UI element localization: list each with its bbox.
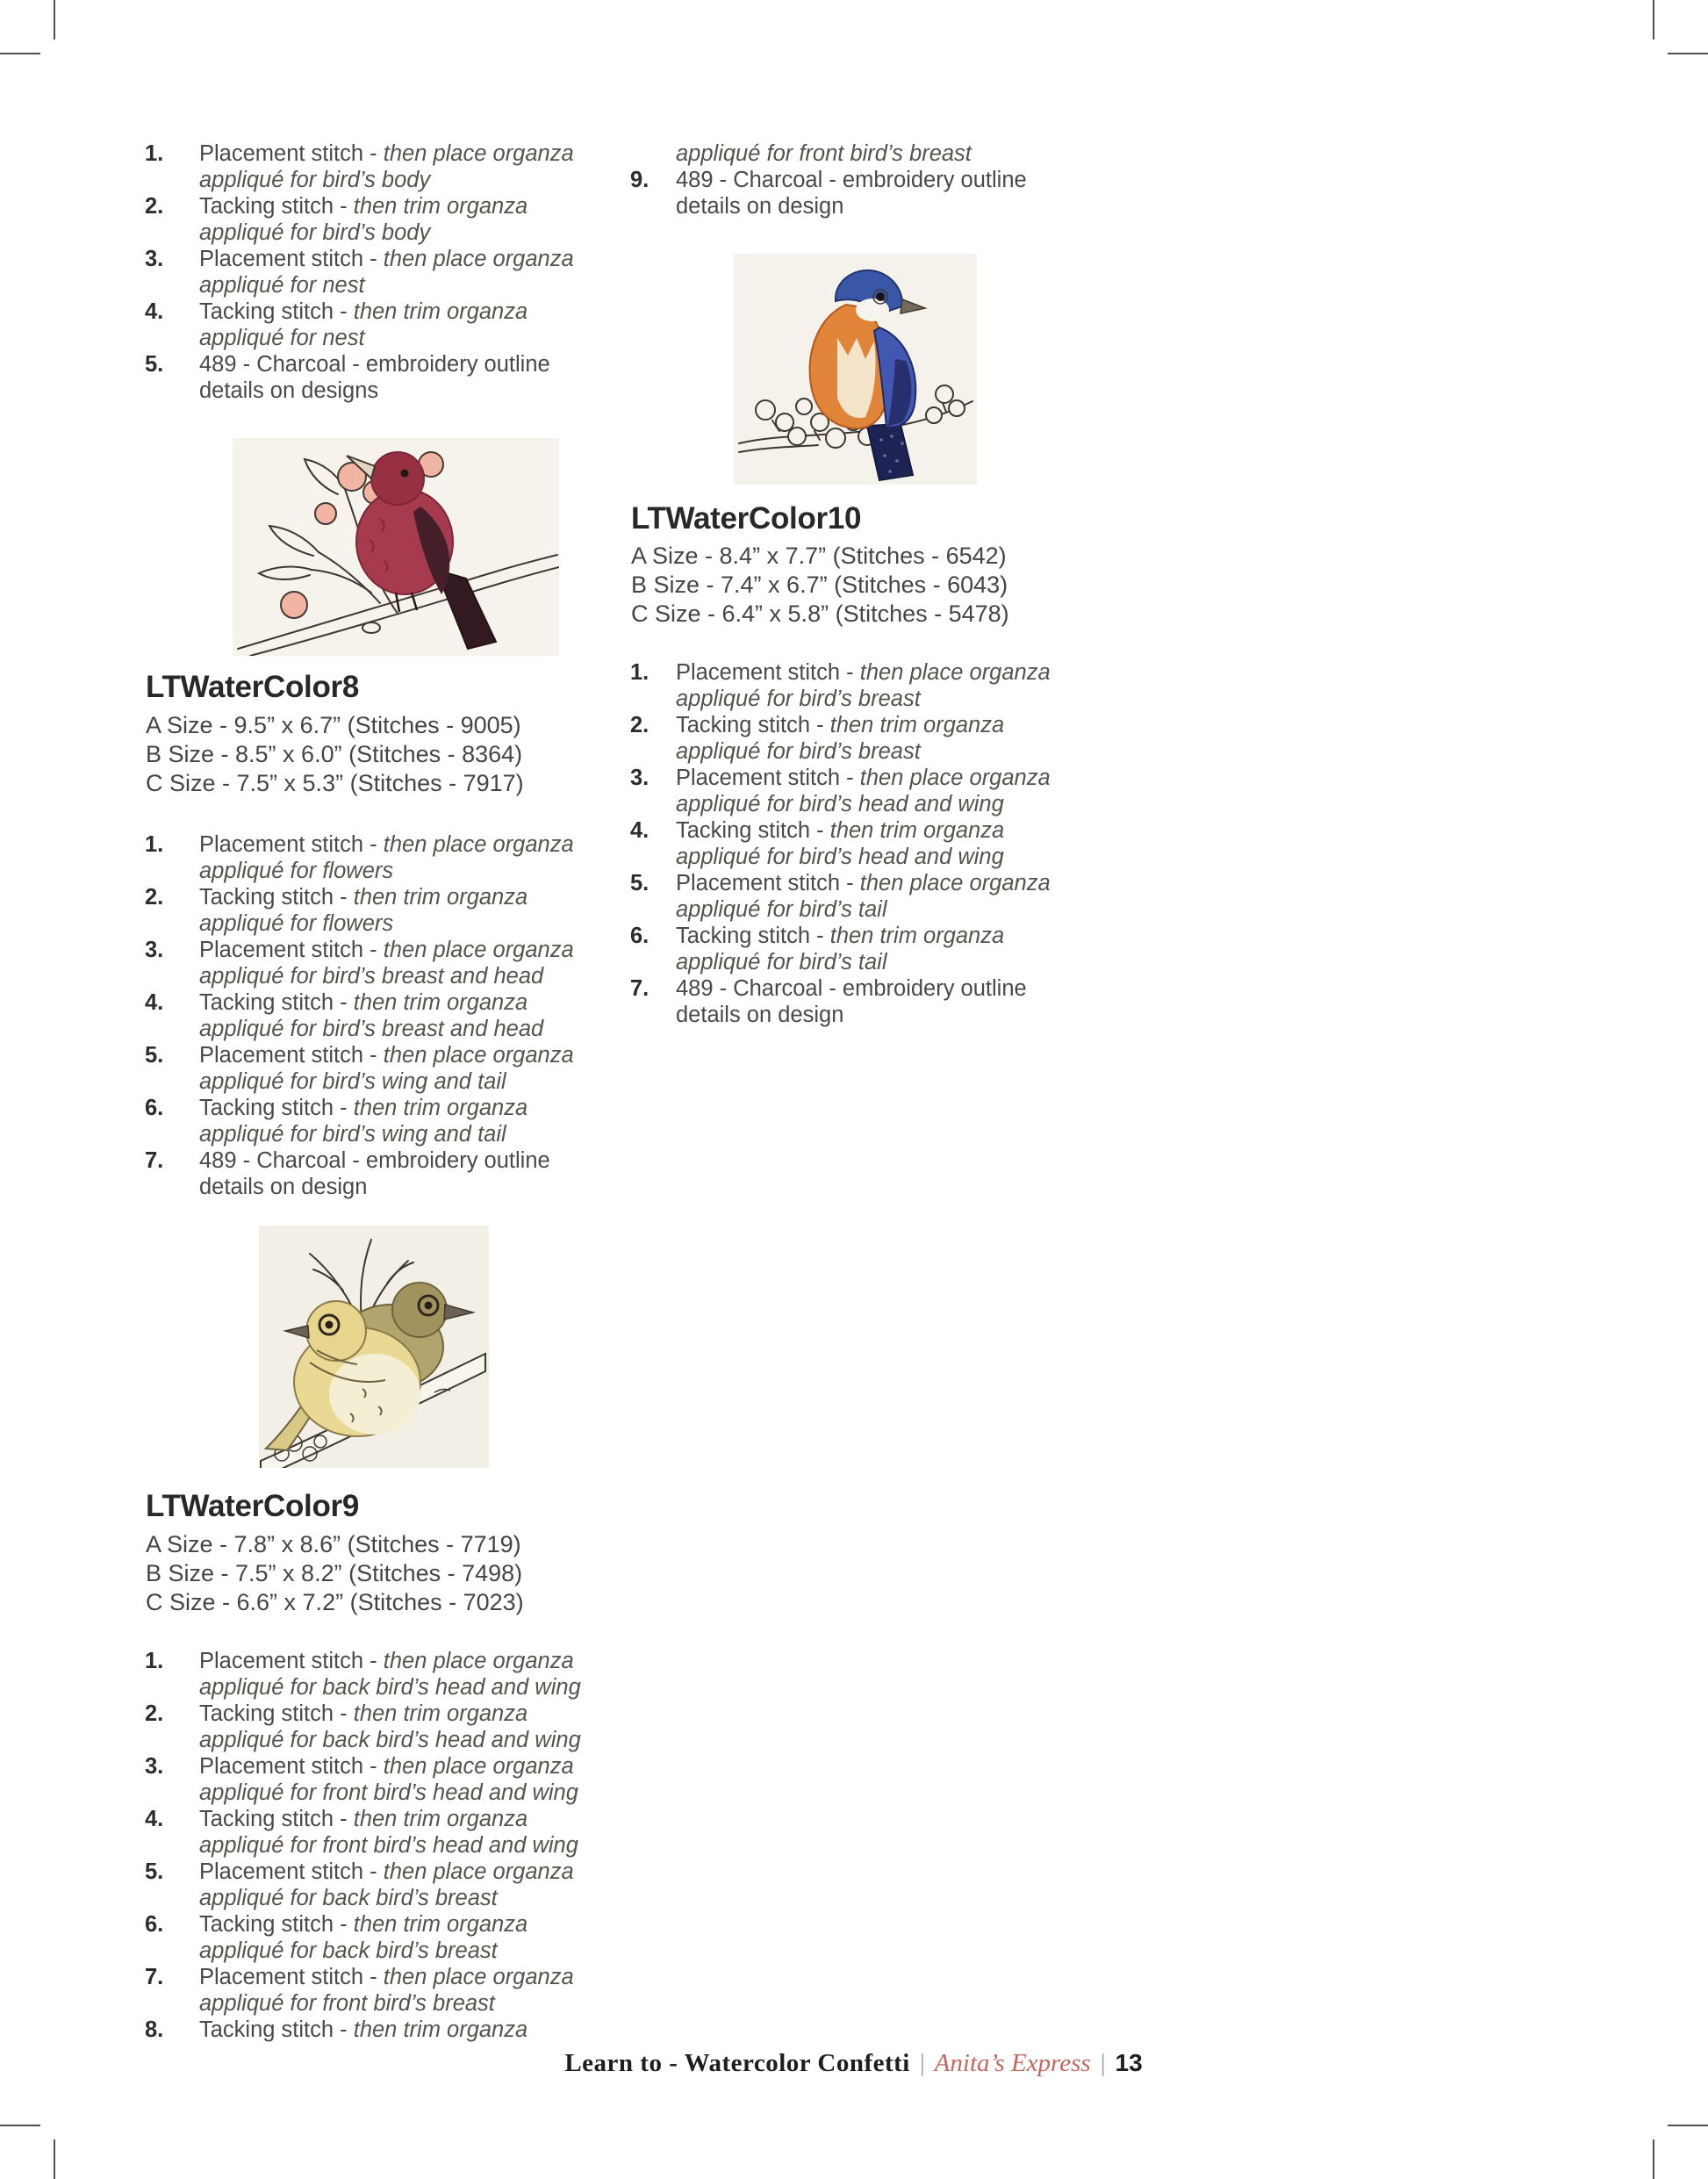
step-text: Placement stitch - then place organza appliqué for back bird’s breast	[199, 1859, 574, 1910]
crop-mark	[1653, 0, 1654, 40]
wc8-size-list	[146, 711, 524, 798]
step-text: Placement stitch - then place organza appliqué for bird’s breast and head	[199, 938, 574, 989]
wc8-step-list	[145, 831, 574, 1200]
footer-page-number: 13	[1115, 2049, 1143, 2076]
instruction-step	[145, 989, 574, 1042]
step-number: 4.	[630, 818, 649, 843]
step-number: 3.	[630, 766, 649, 790]
step-number: 1.	[630, 660, 649, 685]
instruction-step	[630, 870, 1051, 923]
intro-step-list	[145, 140, 574, 404]
step-number: 7.	[630, 976, 649, 1001]
step-text: Tacking stitch - then trim organza appliqué for back bird’s breast	[199, 1912, 528, 1963]
footer-title: Learn to - Watercolor Confetti	[564, 2049, 910, 2077]
size-line: C Size - 6.4” x 5.8” (Stitches - 5478)	[631, 600, 1009, 627]
wc9-title: LTWaterColor9	[146, 1489, 360, 1523]
step-number: 2.	[630, 713, 649, 737]
wc9-size-list	[146, 1530, 524, 1617]
instruction-step	[145, 1753, 581, 1806]
wc10-title: LTWaterColor10	[631, 501, 862, 536]
size-line: B Size - 8.5” x 6.0” (Stitches - 8364)	[146, 741, 523, 767]
bluebird-illustration	[734, 254, 977, 485]
step-number: 3.	[145, 938, 164, 962]
step-number: 6.	[630, 924, 649, 948]
step-number: 7.	[145, 1148, 164, 1173]
page-footer	[54, 2049, 1653, 2078]
step-text: Tacking stitch - then trim organza appliqué for bird’s tail	[676, 924, 1005, 974]
step-text: Placement stitch - then place organza appliqué for bird’s head and wing	[676, 766, 1051, 816]
step-number: 4.	[145, 1807, 164, 1831]
instruction-step	[630, 817, 1051, 870]
step-number: 1.	[145, 141, 164, 166]
step-number: 4.	[145, 990, 164, 1015]
instruction-step	[630, 712, 1051, 765]
step-number	[630, 140, 676, 167]
crop-mark	[0, 2125, 40, 2126]
step-text: Placement stitch - then place organza appliqué for front bird’s head and wing	[199, 1754, 578, 1805]
step-text: 489 - Charcoal - embroidery outline details on designs	[199, 352, 550, 403]
instruction-step	[145, 884, 574, 937]
crop-mark	[54, 2139, 55, 2179]
step-text: Placement stitch - then place organza appliqué for nest	[199, 247, 574, 298]
size-line: C Size - 6.6” x 7.2” (Stitches - 7023)	[146, 1589, 524, 1615]
instruction-step	[145, 1701, 581, 1753]
wc10-step-list	[630, 659, 1051, 1028]
size-line: A Size - 9.5” x 6.7” (Stitches - 9005)	[146, 712, 521, 738]
size-line: A Size - 7.8” x 8.6” (Stitches - 7719)	[146, 1531, 521, 1557]
footer-brand: Anita’s Express	[934, 2049, 1091, 2077]
step-text: Tacking stitch - then trim organza appliqué for bird’s breast	[676, 713, 1005, 764]
crop-mark	[1668, 53, 1708, 54]
footer-separator: |	[919, 2049, 925, 2077]
step-text: Tacking stitch - then trim organza appliqué for back bird’s head and wing	[199, 1701, 581, 1752]
step-text: 489 - Charcoal - embroidery outline details on design	[676, 168, 1027, 219]
wc9-step-list-continuation	[630, 140, 1027, 219]
step-text: Placement stitch - then place organza appliqué for front bird’s breast	[199, 1965, 574, 2016]
step-number: 6.	[145, 1096, 164, 1120]
step-number: 7.	[145, 1965, 164, 1989]
instruction-step	[145, 1042, 574, 1095]
instruction-step	[630, 975, 1051, 1028]
two-yellow-birds-illustration	[259, 1226, 489, 1468]
instruction-step	[145, 246, 574, 298]
step-number: 1.	[145, 832, 164, 857]
step-number: 3.	[145, 247, 164, 271]
size-line: C Size - 7.5” x 5.3” (Stitches - 7917)	[146, 770, 524, 796]
step-text: Tacking stitch - then trim organza	[199, 2017, 528, 2042]
step-text: Placement stitch - then place organza appliqué for back bird’s head and wing	[199, 1649, 581, 1700]
step-number: 2.	[145, 194, 164, 219]
step-number: 5.	[630, 871, 649, 895]
step-text: Placement stitch - then place organza appliqué for flowers	[199, 832, 574, 883]
step-text: Tacking stitch - then trim organza appliqué for bird’s head and wing	[676, 818, 1005, 869]
instruction-step	[145, 1648, 581, 1701]
step-text: Tacking stitch - then trim organza appliqué for bird’s breast and head	[199, 990, 544, 1041]
step-number: 4.	[145, 299, 164, 324]
instruction-step	[145, 193, 574, 246]
instruction-step	[630, 659, 1051, 712]
instruction-step	[145, 937, 574, 989]
step-number: 6.	[145, 1912, 164, 1937]
step-text: Placement stitch - then place organza appliqué for bird’s breast	[676, 660, 1051, 711]
instruction-step	[630, 140, 1027, 167]
wc9-design-image	[259, 1226, 489, 1468]
instruction-step	[145, 1806, 581, 1859]
instruction-step	[145, 1859, 581, 1911]
step-text: Placement stitch - then place organza appliqué for bird’s tail	[676, 871, 1051, 922]
crop-mark	[54, 0, 55, 40]
step-number: 9.	[630, 168, 649, 192]
step-number: 5.	[145, 352, 164, 377]
instruction-step	[145, 831, 574, 884]
step-number: 2.	[145, 885, 164, 910]
size-line: B Size - 7.5” x 8.2” (Stitches - 7498)	[146, 1560, 523, 1586]
step-text: Tacking stitch - then trim organza appliqué for front bird’s head and wing	[199, 1807, 578, 1858]
crop-mark	[1653, 2139, 1654, 2179]
step-number: 5.	[145, 1859, 164, 1884]
step-text: Tacking stitch - then trim organza appliqué for bird’s wing and tail	[199, 1096, 528, 1147]
instruction-step	[145, 1095, 574, 1147]
step-text: Tacking stitch - then trim organza appliqué for bird’s body	[199, 194, 528, 245]
size-line: A Size - 8.4” x 7.7” (Stitches - 6542)	[631, 543, 1007, 569]
instruction-step	[145, 298, 574, 351]
step-number: 1.	[145, 1649, 164, 1673]
size-line: B Size - 7.4” x 6.7” (Stitches - 6043)	[631, 572, 1008, 598]
instruction-step	[630, 923, 1051, 975]
instruction-step	[630, 765, 1051, 817]
wc8-title: LTWaterColor8	[146, 670, 360, 704]
instruction-step	[145, 2017, 581, 2043]
step-text: Placement stitch - then place organza appliqué for bird’s body	[199, 141, 574, 192]
instruction-step	[630, 167, 1027, 219]
instruction-step	[145, 140, 574, 193]
wc10-size-list	[631, 542, 1009, 629]
instruction-step	[145, 1964, 581, 2017]
crop-mark	[0, 53, 40, 54]
instruction-step	[145, 351, 574, 404]
step-number: 3.	[145, 1754, 164, 1779]
step-text: Tacking stitch - then trim organza appliqué for flowers	[199, 885, 528, 936]
red-bird-illustration	[233, 438, 559, 656]
wc9-step-list	[145, 1648, 581, 2043]
footer-separator: |	[1100, 2049, 1106, 2077]
crop-mark	[1668, 2125, 1708, 2126]
instruction-step	[145, 1147, 574, 1200]
step-number: 2.	[145, 1701, 164, 1726]
wc8-design-image	[233, 438, 559, 656]
step-text: 489 - Charcoal - embroidery outline details on design	[676, 976, 1027, 1027]
step-text: 489 - Charcoal - embroidery outline details on design	[199, 1148, 550, 1199]
step-number: 8.	[145, 2017, 164, 2042]
step-text: Tacking stitch - then trim organza appliqué for nest	[199, 299, 528, 350]
step-text: Placement stitch - then place organza appliqué for bird’s wing and tail	[199, 1043, 574, 1094]
wc10-design-image	[734, 254, 977, 485]
step-number: 5.	[145, 1043, 164, 1068]
instruction-step	[145, 1911, 581, 1964]
step-text: appliqué for front bird’s breast	[676, 141, 972, 166]
